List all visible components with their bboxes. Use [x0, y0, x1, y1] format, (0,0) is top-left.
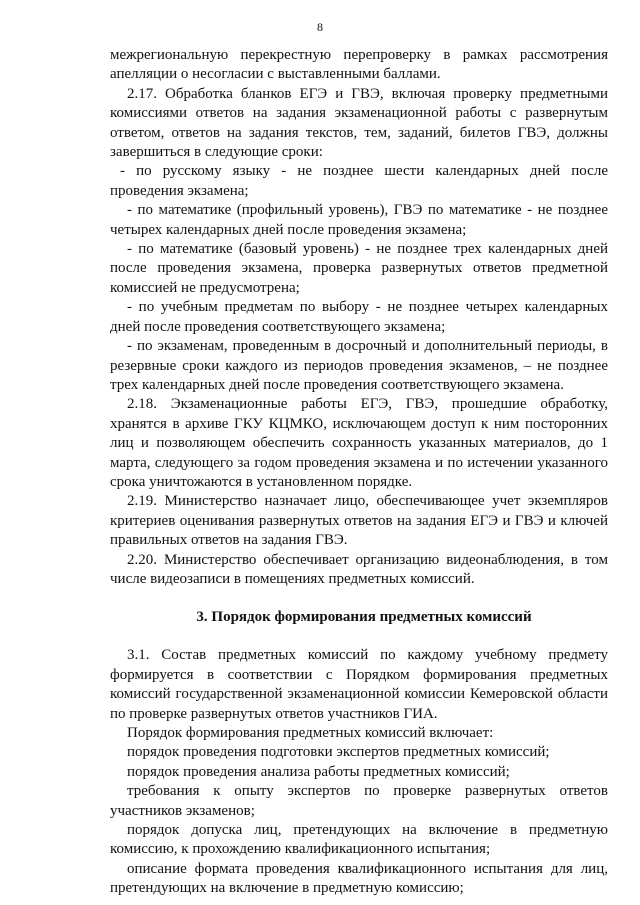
paragraph-2-20: 2.20. Министерство обеспечивает организацию видеонаблюдения, в том числе видеозаписи в помещениях предметных комиссий.: [110, 551, 608, 587]
paragraph-3-1: 3.1. Состав предметных комиссий по каждому учебному предмету формируется в соответствии с Порядком формирования предметных комиссий государственной экзаменационной комиссии Кемеровской области по проверке развернутых ответов участников ГИА.: [110, 647, 608, 722]
list-item-math-profile: - по математике (профильный уровень), ГВЭ по математике - не позднее четырех календарных дней после проведения экзамена;: [110, 202, 608, 238]
list-item: порядок проведения анализа работы предметных комиссий;: [127, 763, 510, 780]
paragraph-2-18: 2.18. Экзаменационные работы ЕГЭ, ГВЭ, прошедшие обработку, хранятся в архиве ГКУ КЦМКО, исключающем доступ к ним посторонних лиц и позволяющем обеспечить сохранность указанных материалов, до 1 марта, следующего за годом проведения экзамена и по истечении указанного срока уничтожаются в установленном порядке.: [110, 396, 608, 490]
paragraph: Порядок формирования предметных комиссий включает:: [127, 725, 494, 741]
list-item-elective-subjects: - по учебным предметам по выбору - не позднее четырех календарных дней после проведения соответствующего экзамена;: [110, 299, 608, 335]
list-item: описание формата проведения квалификационного испытания для лиц, претендующих на включение в предметную комиссию;: [110, 860, 608, 897]
list-item: порядок допуска лиц, претендующих на включение в предметную комиссию, к прохождению квалификационного испытания;: [110, 822, 608, 858]
paragraph-2-19: 2.19. Министерство назначает лицо, обеспечивающее учет экземпляров критериев оценивания развернутых ответов на задания ЕГЭ и ГВЭ и ключей правильных ответов на задания ГВЭ.: [110, 493, 608, 549]
list-item-russian: - по русскому языку - не позднее шести календарных дней после проведения экзамена;: [110, 163, 608, 199]
document-body: [110, 46, 608, 899]
page-number: 8: [317, 20, 323, 34]
list-item-math-basic: - по математике (базовый уровень) - не позднее трех календарных дней после проведения экзамена, проверка развернутых ответов предметной комиссией не предусмотрена;: [110, 241, 608, 296]
paragraph-2-17: 2.17. Обработка бланков ЕГЭ и ГВЭ, включая проверку предметными комиссиями ответов на задания экзаменационной работы с развернутым ответом, ответов на задания текстов, тем, заданий, билетов ГВЭ, должны завершиться в следующие сроки:: [110, 85, 608, 161]
list-item: требования к опыту экспертов по проверке развернутых ответов участников экзаменов;: [110, 783, 608, 819]
list-item: порядок проведения подготовки экспертов предметных комиссий;: [127, 744, 550, 761]
section-heading: 3. Порядок формирования предметных комиссий: [196, 609, 532, 626]
list-item-early-periods: - по экзаменам, проведенным в досрочный и дополнительный периоды, в резервные сроки каждого из периодов проведения экзаменов, – не позднее трех календарных дней после проведения соответствующего экзамена.: [110, 338, 608, 393]
paragraph: межрегиональную перекрестную перепроверку в рамках рассмотрения апелляции о несогласии с выставленными баллами.: [110, 47, 608, 83]
